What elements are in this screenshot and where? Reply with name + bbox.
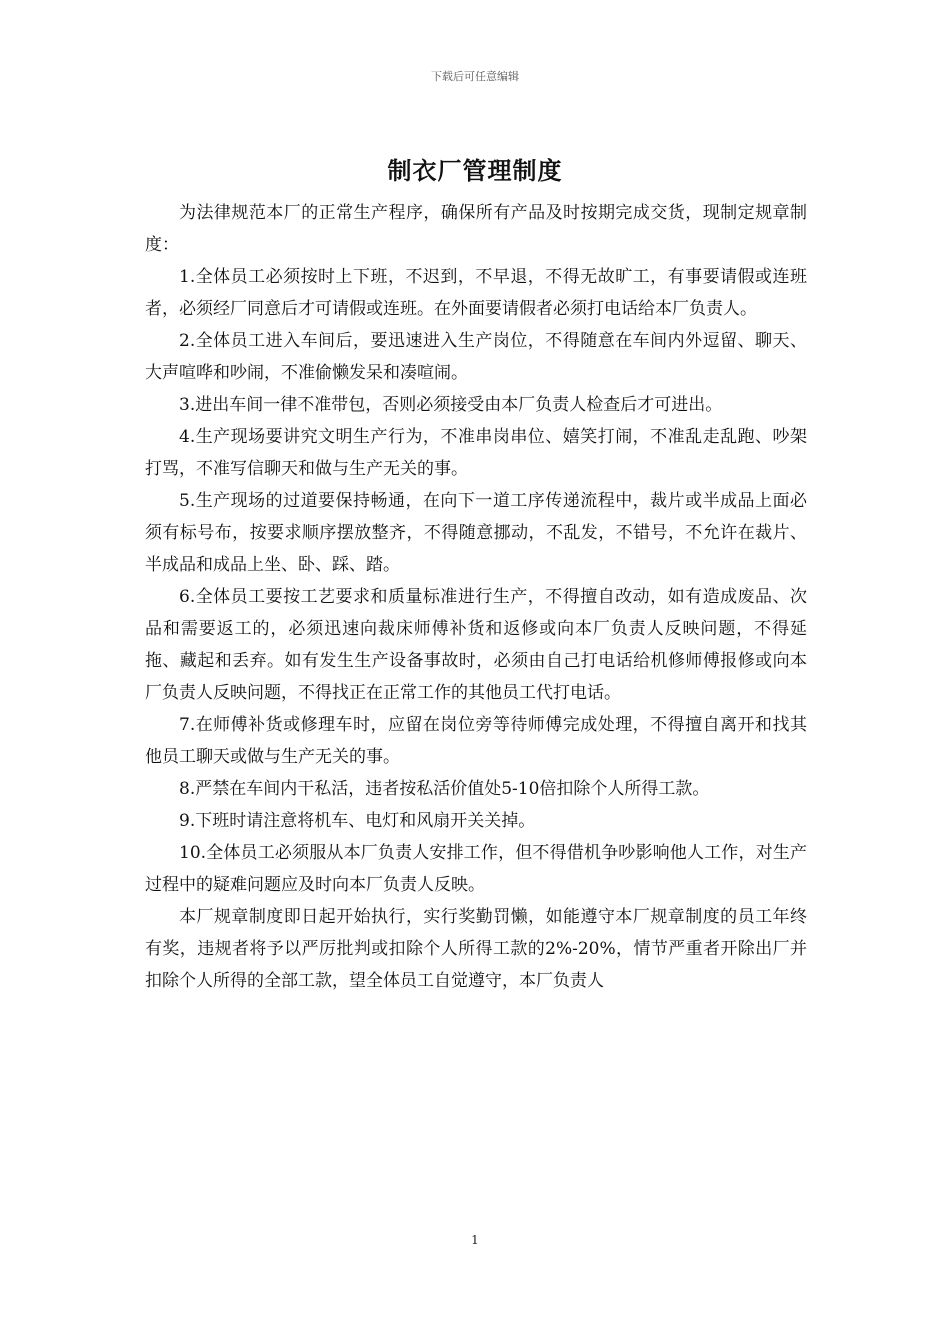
paragraph-rule-8: 8.严禁在车间内干私活，违者按私活价值处5-10倍扣除个人所得工款。 xyxy=(179,779,710,799)
paragraph-rule-4: 4.生产现场要讲究文明生产行为，不准串岗串位、嬉笑打闹，不准乱走乱跑、吵架打骂，不准写信聊天和做与生产无关的事。 xyxy=(145,427,807,479)
paragraph-rule-7: 7.在师傅补货或修理车时，应留在岗位旁等待师傅完成处理，不得擅自离开和找其他员工聊天或做与生产无关的事。 xyxy=(145,715,807,767)
paragraph-rule-1: 1.全体员工必须按时上下班，不迟到，不早退，不得无故旷工，有事要请假或连班者，必须经厂同意后才可请假或连班。在外面要请假者必须打电话给本厂负责人。 xyxy=(145,267,807,319)
paragraph-rule-5: 5.生产现场的过道要保持畅通，在向下一道工序传递流程中，裁片或半成品上面必须有标号布，按要求顺序摆放整齐，不得随意挪动，不乱发，不错号，不允许在裁片、半成品和成品上坐、卧、踩、踏。 xyxy=(145,491,807,575)
paragraph-rule-2: 2.全体员工进入车间后，要迅速进入生产岗位，不得随意在车间内外逗留、聊天、大声喧哗和吵闹，不准偷懒发呆和凑喧闹。 xyxy=(145,331,807,383)
header-note: 下载后可任意编辑 xyxy=(431,70,519,83)
document-body xyxy=(145,197,807,997)
paragraph-rule-9: 9.下班时请注意将机车、电灯和风扇开关关掉。 xyxy=(179,811,536,831)
document-title: 制衣厂管理制度 xyxy=(387,157,563,185)
paragraph-rule-3: 3.进出车间一律不准带包，否则必须接受由本厂负责人检查后才可进出。 xyxy=(179,395,723,415)
paragraph-rule-6: 6.全体员工要按工艺要求和质量标准进行生产，不得擅自改动，如有造成废品、次品和需要返工的，必须迅速向裁床师傅补货和返修或向本厂负责人反映问题，不得延拖、藏起和丢弃。如有发生生产设备事故时，必须由自己打电话给机修师傅报修或向本厂负责人反映问题，不得找正在正常工作的其他员工代打电话。 xyxy=(145,587,807,703)
paragraph-closing: 本厂规章制度即日起开始执行，实行奖勤罚懒，如能遵守本厂规章制度的员工年终有奖，违规者将予以严厉批判或扣除个人所得工款的2%-20%，情节严重者开除出厂并扣除个人所得的全部工款，望全体员工自觉遵守，本厂负责人 xyxy=(145,907,807,991)
paragraph-intro: 为法律规范本厂的正常生产程序，确保所有产品及时按期完成交货，现制定规章制度： xyxy=(145,203,807,255)
page-number: 1 xyxy=(471,1233,479,1247)
paragraph-rule-10: 10.全体员工必须服从本厂负责人安排工作，但不得借机争吵影响他人工作，对生产过程中的疑难问题应及时向本厂负责人反映。 xyxy=(145,843,807,895)
